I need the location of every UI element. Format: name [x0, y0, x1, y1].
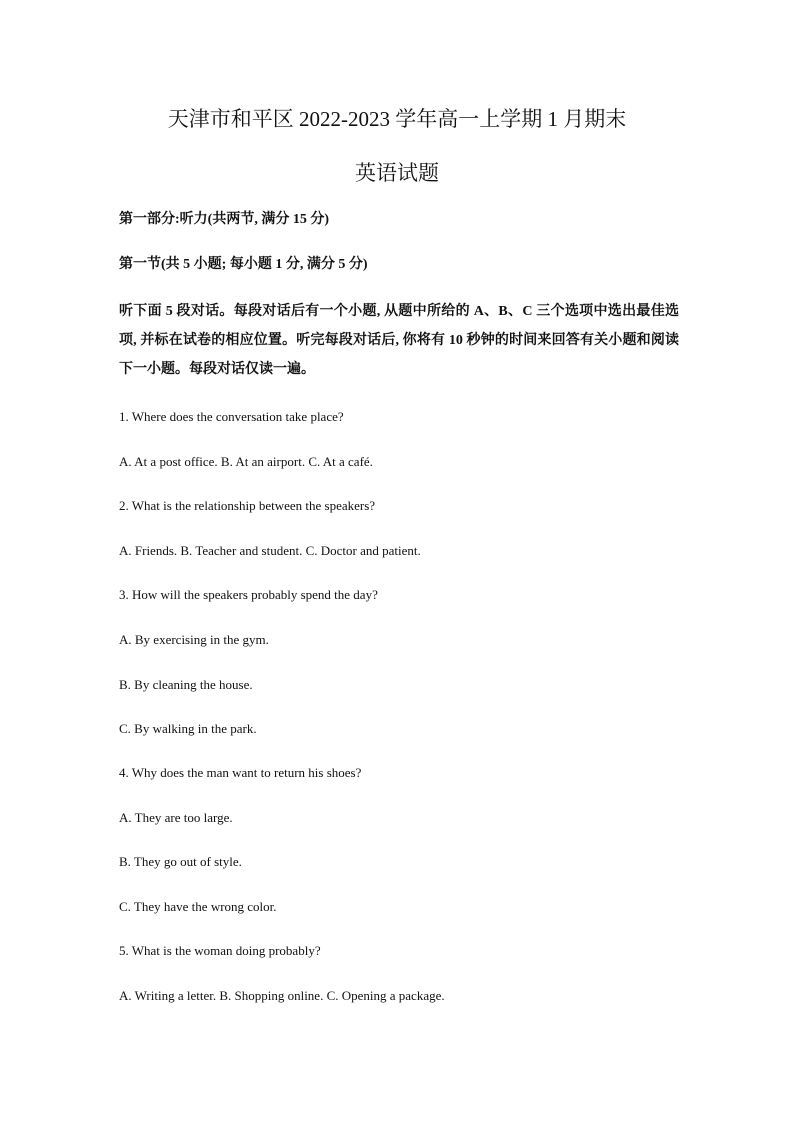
question-3: 3. How will the speakers probably spend the day?: [119, 587, 378, 602]
question-2: 2. What is the relationship between the speakers?: [119, 498, 376, 513]
question-4-option-a: A. They are too large.: [119, 810, 233, 825]
question-5-options: A. Writing a letter. B. Shopping online. C. Opening a package.: [119, 988, 445, 1003]
listening-instructions: 听下面 5 段对话。每段对话后有一个小题, 从题中所给的 A、B、C 三个选项中选出最佳选项, 并标在试卷的相应位置。听完每段对话后, 你将有 10 秒钟的时间来回答有关小题和阅读下一小题。每段对话仅读一遍。: [119, 304, 679, 377]
question-4: 4. Why does the man want to return his shoes?: [119, 765, 362, 780]
question-4-option-c: C. They have the wrong color.: [119, 899, 277, 914]
section-heading: 第一节(共 5 小题; 每小题 1 分, 满分 5 分): [119, 257, 368, 272]
question-1: 1. Where does the conversation take place?: [119, 409, 344, 424]
question-3-option-c: C. By walking in the park.: [119, 721, 257, 736]
question-2-options: A. Friends. B. Teacher and student. C. Doctor and patient.: [119, 543, 421, 558]
question-1-options: A. At a post office. B. At an airport. C. At a café.: [119, 454, 373, 469]
exam-subtitle: 英语试题: [355, 161, 439, 185]
question-3-option-b: B. By cleaning the house.: [119, 677, 253, 692]
part-heading: 第一部分:听力(共两节, 满分 15 分): [119, 212, 329, 227]
question-4-option-b: B. They go out of style.: [119, 854, 242, 869]
question-3-option-a: A. By exercising in the gym.: [119, 632, 269, 647]
exam-title: 天津市和平区 2022-2023 学年高一上学期 1 月期末: [167, 107, 627, 131]
question-5: 5. What is the woman doing probably?: [119, 943, 321, 958]
